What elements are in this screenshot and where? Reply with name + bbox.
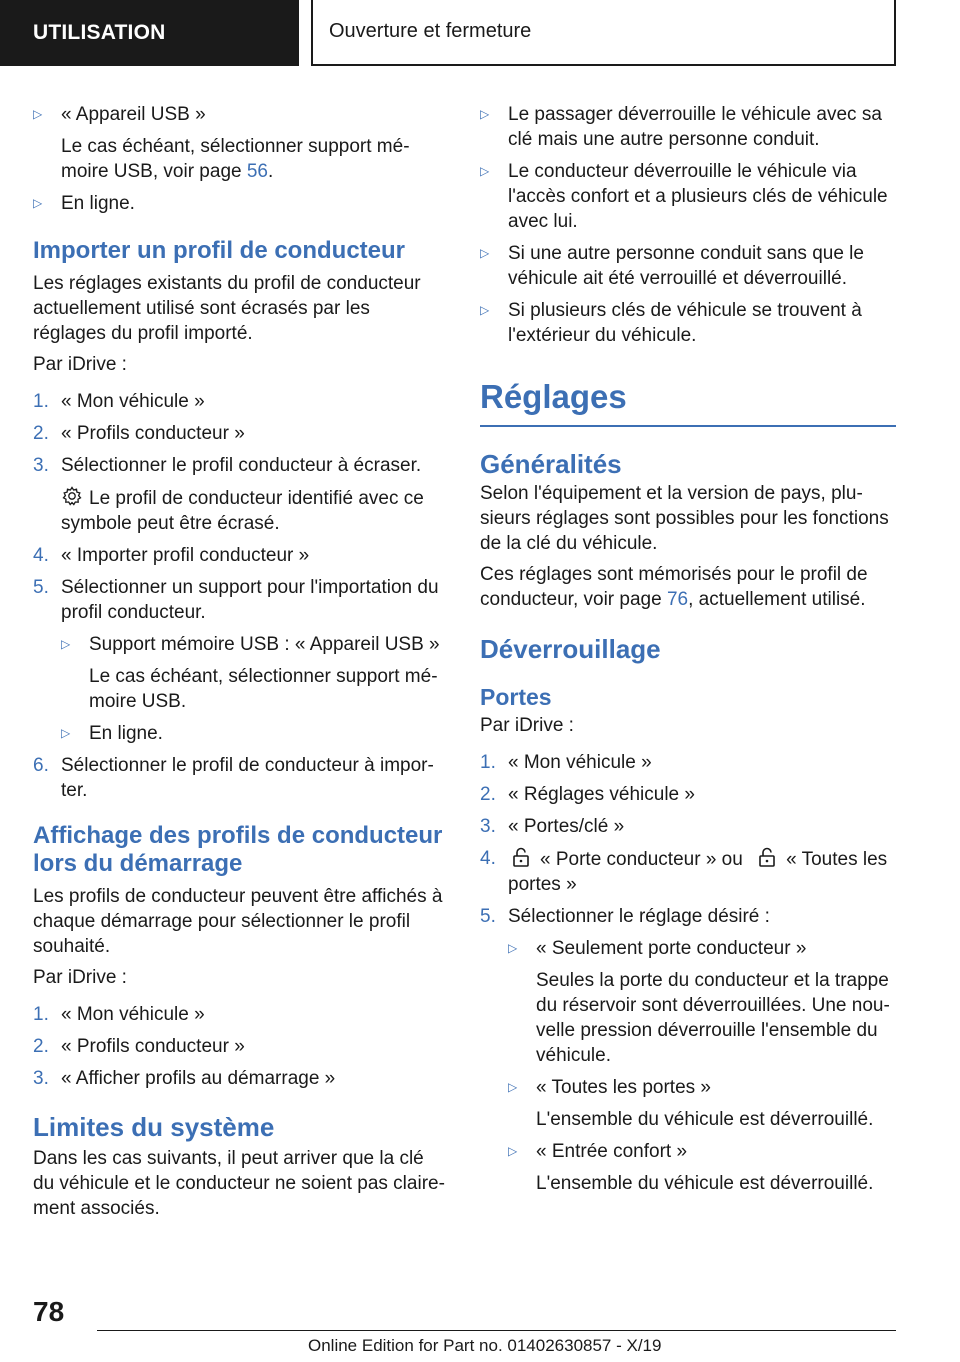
- page-link-76[interactable]: 76: [666, 589, 689, 610]
- right-column: [480, 102, 896, 1203]
- step-item: 1. « Mon véhicule »: [480, 752, 652, 773]
- step-item: 3. « Afficher profils au démarrage »: [33, 1068, 336, 1089]
- list-item: ▷ « Entrée confort »: [508, 1141, 688, 1162]
- list-item: ▷ En ligne.: [61, 723, 163, 744]
- triangle-bullet-icon: ▷: [33, 107, 43, 121]
- triangle-bullet-icon: ▷: [480, 303, 490, 317]
- paragraph: Par iDrive :: [33, 354, 127, 375]
- heading-display-profiles: Affichage des profils de conducteur lors du démarrage: [33, 822, 443, 877]
- chapter-title: Ouverture et fermeture: [311, 0, 896, 66]
- heading-import-profile: Importer un profil de conducteur: [33, 237, 406, 264]
- step-item: 4. « Porte conducteur » ou « Toutes les portes »: [480, 848, 888, 895]
- sub-list: [480, 936, 896, 1196]
- list-item-text: « Appareil USB »: [61, 104, 206, 125]
- list-item-desc: Le cas échéant, sélectionner support mé-moire USB.: [89, 666, 438, 712]
- triangle-bullet-icon: ▷: [480, 164, 490, 178]
- page-number: 78: [33, 1296, 65, 1327]
- paragraph: Dans les cas suivants, il peut arriver que la clé du véhicule et le conducteur ne soient pas claire-ment associés.: [33, 1148, 445, 1219]
- paragraph: Selon l'équipement et la version de pays, plu-sieurs réglages sont possibles pour les fonctions de la clé du véhicule.: [480, 483, 889, 554]
- list-item: ▷ Si une autre personne conduit sans que le véhicule ait été verrouillé et déverrouillé.: [480, 243, 864, 289]
- list-item: ▷ Le conducteur déverrouille le véhicule via l'accès confort et a plusieurs clés de véhicule avec lui.: [480, 161, 888, 232]
- triangle-bullet-icon: ▷: [61, 637, 71, 651]
- list-item-desc: L'ensemble du véhicule est déverrouillé.: [536, 1173, 874, 1194]
- triangle-bullet-icon: ▷: [480, 107, 490, 121]
- edition-note: Online Edition for Part no. 01402630857 - X/19: [308, 1336, 662, 1355]
- left-column: [33, 102, 448, 1227]
- footer-rule: [97, 1330, 896, 1331]
- paragraph: Les profils de conducteur peuvent être affichés à chaque démarrage pour sélectionner le profil souhaité.: [33, 886, 443, 957]
- unlock-icon: [510, 846, 532, 868]
- heading-settings: Réglages: [480, 378, 627, 415]
- step-note: Le profil de conducteur identifié avec ce symbole peut être écrasé.: [33, 485, 448, 536]
- step-item: 2. « Profils conducteur »: [33, 423, 245, 444]
- paragraph: Ces réglages sont mémorisés pour le profil de conducteur, voir page 76, actuellement utilisé.: [480, 564, 868, 610]
- page-header: [0, 0, 960, 66]
- heading-unlock: Déverrouillage: [480, 634, 661, 664]
- paragraph: Par iDrive :: [480, 715, 574, 736]
- gear-icon: [61, 485, 83, 507]
- list-item-text: En ligne.: [61, 193, 135, 214]
- heading-doors: Portes: [480, 684, 552, 710]
- sub-list: [33, 632, 448, 746]
- paragraph: Les réglages existants du profil de conducteur actuellement utilisé sont écrasés par les réglages du profil importé.: [33, 273, 421, 344]
- paragraph: Par iDrive :: [33, 967, 127, 988]
- list-item: [33, 191, 448, 216]
- step-item: 6. Sélectionner le profil de conducteur à impor-ter.: [33, 755, 434, 801]
- section-tab: UTILISATION: [0, 0, 299, 66]
- step-item: 2. « Profils conducteur »: [33, 1036, 245, 1057]
- step-item: 1. « Mon véhicule »: [33, 391, 205, 412]
- step-item: 3. « Portes/clé »: [480, 816, 625, 837]
- step-item: 3. Sélectionner le profil conducteur à écraser.: [33, 455, 422, 476]
- step-item: 5. Sélectionner le réglage désiré :: [480, 906, 770, 927]
- list-item: ▷ Si plusieurs clés de véhicule se trouvent à l'extérieur du véhicule.: [480, 300, 862, 346]
- heading-system-limits: Limites du système: [33, 1112, 275, 1142]
- list-item: ▷ « Seulement porte conducteur »: [508, 938, 807, 959]
- unlock-icon: [756, 846, 778, 868]
- list-item: ▷ Le passager déverrouille le véhicule avec sa clé mais une autre personne conduit.: [480, 104, 882, 150]
- page-link-56[interactable]: 56: [246, 161, 268, 182]
- step-item: 1. « Mon véhicule »: [33, 1004, 205, 1025]
- heading-general: Généralités: [480, 449, 622, 479]
- step-item: 2. « Réglages véhicule »: [480, 784, 695, 805]
- triangle-bullet-icon: ▷: [508, 1144, 518, 1158]
- list-item-desc: Seules la porte du conducteur et la trappe du réservoir sont déverrouillées. Une nou-velle pression déverrouille l'ensemble du véhicule.: [536, 970, 890, 1066]
- list-item-desc: L'ensemble du véhicule est déverrouillé.: [536, 1109, 874, 1130]
- list-item: [33, 102, 448, 127]
- triangle-bullet-icon: ▷: [33, 196, 43, 210]
- list-item: ▷ Support mémoire USB : « Appareil USB »: [61, 634, 440, 655]
- step-item: 4. « Importer profil conducteur »: [33, 545, 310, 566]
- triangle-bullet-icon: ▷: [508, 941, 518, 955]
- step-item: 5. Sélectionner un support pour l'importation du profil conducteur.: [33, 577, 439, 623]
- triangle-bullet-icon: ▷: [61, 726, 71, 740]
- triangle-bullet-icon: ▷: [480, 246, 490, 260]
- list-item-desc: Le cas échéant, sélectionner support mé-moire USB, voir page 56.: [61, 136, 410, 182]
- list-item: ▷ « Toutes les portes »: [508, 1077, 711, 1098]
- triangle-bullet-icon: ▷: [508, 1080, 518, 1094]
